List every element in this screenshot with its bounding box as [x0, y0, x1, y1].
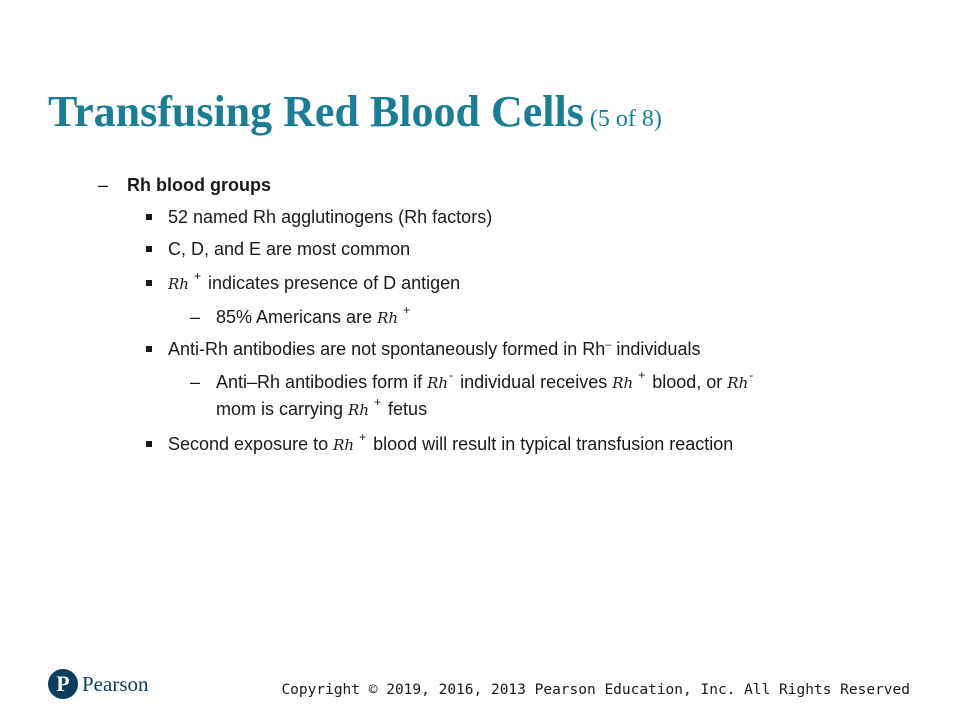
plus-superscript: + — [374, 395, 382, 409]
dash-bullet: – — [98, 175, 109, 195]
bullet-agglutinogens: 52 named Rh agglutinogens (Rh factors) — [168, 207, 493, 227]
blood-or-text: blood, or — [652, 372, 723, 392]
bullet-americans — [216, 303, 412, 328]
minus-superscript: – — [605, 339, 612, 351]
anti-form-text: Rh antibodies form if — [257, 372, 423, 392]
copyright-notice: Copyright © 2019, 2016, 2013 Pearson Education, Inc. All Rights Reserved — [281, 682, 910, 698]
fetus-text: fetus — [388, 399, 428, 419]
plus-superscript: + — [359, 430, 367, 444]
square-bullet — [146, 214, 152, 220]
anti-rh-text: Anti-Rh antibodies are not spontaneously formed in Rh — [168, 339, 606, 359]
dash-bullet: – — [190, 307, 201, 327]
square-bullet — [146, 441, 152, 447]
pearson-logo — [48, 669, 149, 699]
bullet-anti-rh — [168, 339, 700, 360]
mom-carrying-text: mom is carrying — [216, 399, 344, 419]
rh-symbol: Rh — [348, 401, 370, 419]
rh-symbol: Rh — [427, 374, 449, 392]
minus-superscript: - — [449, 368, 454, 382]
individuals-text: individuals — [616, 339, 701, 359]
title-page-indicator: (5 of 8) — [589, 106, 662, 132]
anti-prefix: Anti — [216, 372, 248, 392]
bullet-indicates — [168, 269, 461, 294]
indicates-text: indicates presence of D antigen — [208, 273, 461, 293]
pearson-wordmark: Pearson — [82, 671, 149, 696]
rh-symbol: Rh — [612, 374, 634, 392]
rh-symbol: Rh — [168, 275, 189, 293]
plus-superscript: + — [403, 303, 411, 317]
rh-symbol: Rh — [377, 309, 399, 327]
anti-dash: – — [247, 372, 258, 392]
title-main: Transfusing Red Blood Cells — [48, 87, 584, 136]
result-text: blood will result in typical transfusion reaction — [373, 434, 734, 454]
second-exposure-text: Second exposure to — [168, 434, 329, 454]
square-bullet — [146, 346, 152, 352]
bullet-mom-carrying — [216, 395, 428, 420]
square-bullet — [146, 246, 152, 252]
bullet-anti-form — [216, 368, 755, 393]
americans-text: 85% Americans are — [216, 307, 373, 327]
square-bullet — [146, 280, 152, 286]
receives-text: individual receives — [460, 372, 608, 392]
pearson-logo-icon: P — [48, 669, 78, 699]
bullet-common: C, D, and E are most common — [168, 239, 411, 259]
bullet-rh-groups: Rh blood groups — [127, 175, 271, 195]
rh-symbol: Rh — [727, 374, 749, 392]
minus-superscript: - — [749, 368, 754, 382]
bullet-second-exposure — [168, 430, 734, 455]
plus-superscript: + — [638, 368, 646, 382]
rh-symbol: Rh — [333, 436, 355, 454]
dash-bullet: – — [190, 372, 201, 392]
plus-superscript: + — [193, 269, 201, 283]
slide-title — [48, 86, 662, 137]
